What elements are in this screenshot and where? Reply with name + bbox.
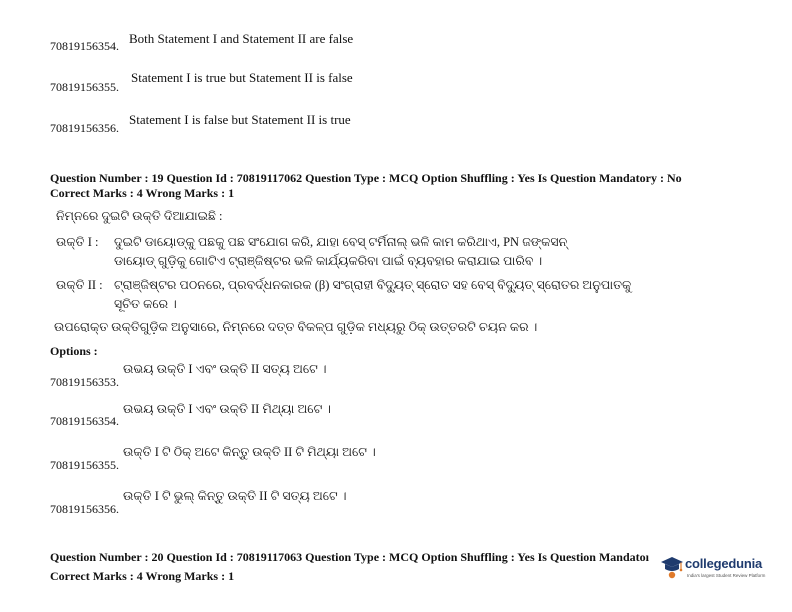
collegedunia-logo <box>660 553 785 583</box>
statement-1-text-cont: ଡାୟୋଡ୍ ଗୁଡ଼ିକୁ ଗୋଟିଏ ଟ୍ରାଞ୍ଜିଷ୍ଟର ଭଳି କାର୍ଯ୍ୟକରିବା ପାଇଁ ବ୍ୟବହାର କରାଯାଇ ପାରିବ । <box>114 254 543 268</box>
question-intro: ନିମ୍ନରେ ଦୁଇଟି ଉକ୍ତି ଦିଆଯାଇଛି : <box>56 209 223 223</box>
option-text: ଉଭୟ ଉକ୍ତି I ଏବଂ ଉକ୍ତି II ମିଥ୍ୟା ଅଟେ । <box>123 402 331 416</box>
option-id: 70819156354. <box>50 39 119 53</box>
question-instruction: ଉପରୋକ୍ତ ଉକ୍ତିଗୁଡ଼ିକ ଅନୁସାରେ, ନିମ୍ନରେ ଦତ୍ତ ବିକଳ୍ପ ଗୁଡ଼ିକ ମଧ୍ୟରୁ ଠିକ୍ ଉତ୍ତରଟି ଚୟନ କର । <box>54 320 538 334</box>
option-text: ଉକ୍ତି I ଟି ଭୁଲ୍ କିନ୍ତୁ ଉକ୍ତି II ଟି ସତ୍ୟ ଅଟେ । <box>123 489 347 503</box>
logo-text: collegedunia <box>685 556 763 571</box>
option-text: ଉଭୟ ଉକ୍ତି I ଏବଂ ଉକ୍ତି II ସତ୍ୟ ଅଟେ । <box>123 362 327 376</box>
option-id: 70819156354. <box>50 414 119 428</box>
statement-1-label: ଉକ୍ତି I : <box>56 235 99 249</box>
option-text: ଉକ୍ତି I ଟି ଠିକ୍ ଅଟେ କିନ୍ତୁ ଉକ୍ତି II ଟି ମିଥ୍ୟା ଅଟେ । <box>123 445 376 459</box>
question-marks: Correct Marks : 4 Wrong Marks : 1 <box>50 186 235 200</box>
option-text: Statement I is true but Statement II is false <box>131 70 353 85</box>
option-text: Statement I is false but Statement II is true <box>129 112 351 127</box>
logo-tagline: India's largest Student Review Platform <box>687 573 766 578</box>
statement-2-label: ଉକ୍ତି II : <box>56 278 103 292</box>
statement-2-text: ଟ୍ରାଞ୍ଜିଷ୍ଟର ପଠନରେ, ପ୍ରବର୍ଦ୍ଧନକାରକ (β) ସଂଗ୍ରାହୀ ବିଦ୍ୟୁତ୍ ସ୍ରୋତ ସହ ବେସ୍ ବିଦ୍ୟୁତ୍ ସ୍ରୋତର ଅନୁପାତକୁ <box>114 278 632 292</box>
option-id: 70819156356. <box>50 502 119 516</box>
option-text: Both Statement I and Statement II are false <box>129 31 354 46</box>
statement-2-text-cont: ସୂଚିତ କରେ । <box>114 297 177 311</box>
question-header: Question Number : 20 Question Id : 70819117063 Question Type : MCQ Option Shuffling : Yes Is Question Mandatoı <box>50 550 649 564</box>
option-id: 70819156353. <box>50 375 119 389</box>
question-header: Question Number : 19 Question Id : 70819117062 Question Type : MCQ Option Shuffling : Yes Is Question Mandatory : No <box>50 171 682 185</box>
options-label: Options : <box>50 344 98 358</box>
graduation-cap-icon <box>660 555 684 581</box>
question-marks: Correct Marks : 4 Wrong Marks : 1 <box>50 569 235 583</box>
option-id: 70819156355. <box>50 80 119 94</box>
option-id: 70819156356. <box>50 121 119 135</box>
option-id: 70819156355. <box>50 458 119 472</box>
statement-1-text: ଦୁଇଟି ଡାୟୋଡ୍‌କୁ ପଛକୁ ପଛ ସଂଯୋଗ କରି, ଯାହା ବେସ୍ ଟର୍ମିନାଲ୍ ଭଳି କାମ କରିଥାଏ, PN ଜଙ୍କସନ୍ <box>114 235 568 249</box>
